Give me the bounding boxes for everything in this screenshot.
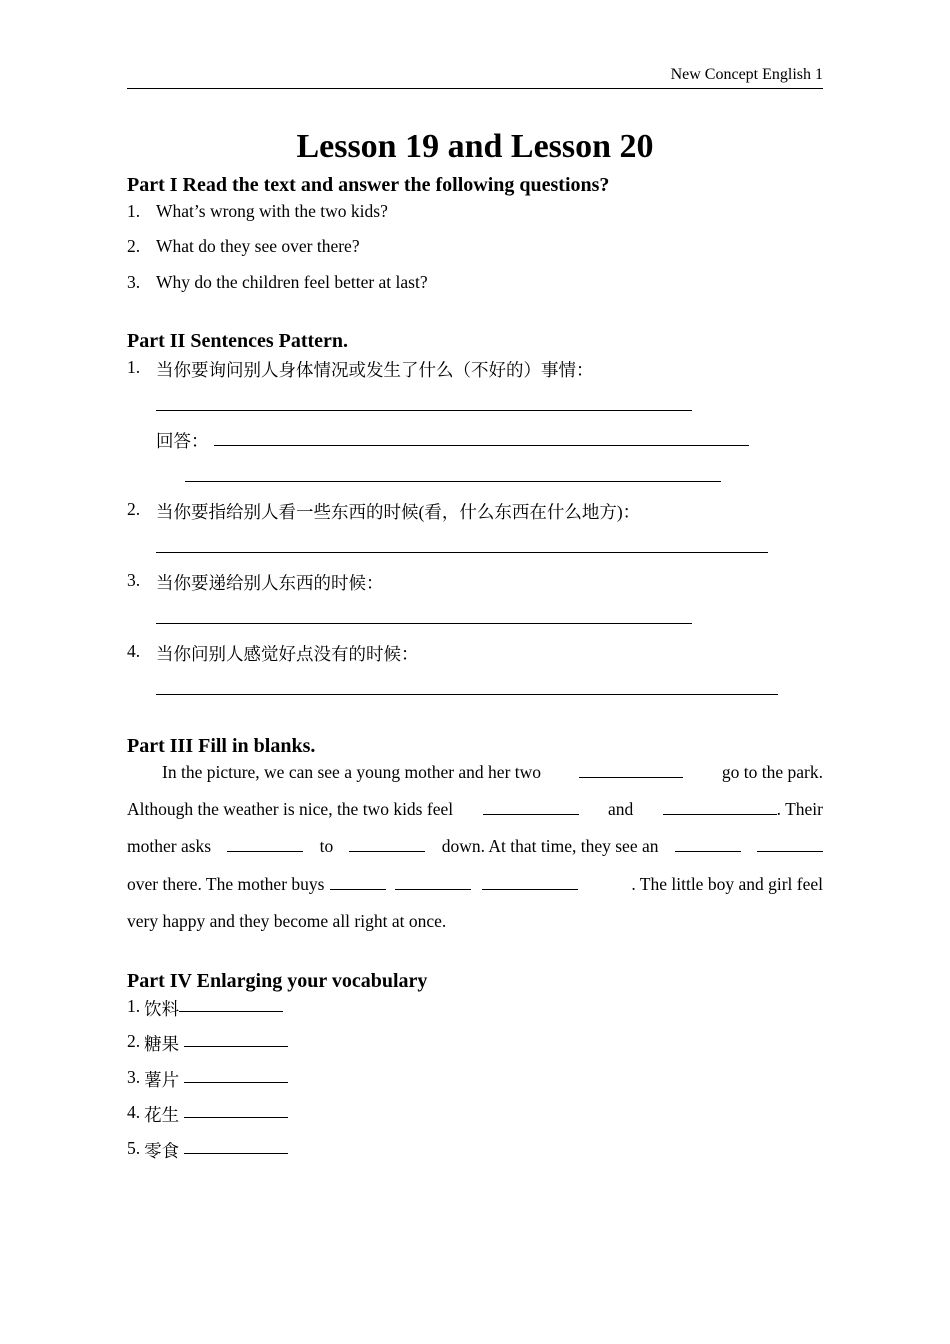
answer-label: 回答： bbox=[156, 431, 209, 451]
vocab-word: 薯片 bbox=[144, 1070, 180, 1090]
part2-heading: Part II Sentences Pattern. bbox=[127, 330, 349, 352]
vocab-word: 糖果 bbox=[144, 1034, 180, 1054]
part2-item4-text: 当你问别人感觉好点没有的时候： bbox=[156, 644, 419, 664]
vocab-number: 2. bbox=[127, 1031, 141, 1051]
para-text: over there. The mother buys bbox=[127, 874, 325, 894]
fill-blank[interactable] bbox=[330, 874, 386, 890]
vocab-item bbox=[127, 996, 283, 1021]
fill-paragraph-line bbox=[127, 799, 823, 820]
vocab-word: 花生 bbox=[144, 1105, 180, 1125]
para-text: . Their bbox=[776, 799, 823, 819]
fill-blank[interactable] bbox=[663, 799, 777, 815]
part3-heading: Part III Fill in blanks. bbox=[127, 735, 316, 757]
page-header bbox=[127, 66, 823, 89]
para-text: and bbox=[607, 799, 634, 819]
fill-blank[interactable] bbox=[395, 874, 471, 890]
para-text: very happy and they become all right at once. bbox=[127, 911, 447, 931]
fill-blank[interactable] bbox=[483, 799, 579, 815]
course-name: New Concept English 1 bbox=[670, 66, 823, 83]
para-text: down. At that time, they see an bbox=[441, 836, 659, 856]
vocab-blank[interactable] bbox=[184, 1067, 288, 1083]
vocab-word: 饮料 bbox=[144, 999, 180, 1019]
part1-q1-number: 1. bbox=[127, 201, 141, 221]
fill-paragraph-line bbox=[127, 836, 823, 857]
vocab-number: 3. bbox=[127, 1067, 141, 1087]
vocab-word: 零食 bbox=[144, 1141, 180, 1161]
answer-line[interactable] bbox=[156, 410, 692, 411]
para-text: mother asks bbox=[127, 836, 212, 856]
fill-blank[interactable] bbox=[757, 836, 823, 852]
part1-q3-text: Why do the children feel better at last? bbox=[156, 272, 428, 292]
part1-q1-text: What’s wrong with the two kids? bbox=[156, 201, 388, 221]
part2-item2-text: 当你要指给别人看一些东西的时候(看，什么东西在什么地方)： bbox=[156, 502, 641, 522]
fill-paragraph-line bbox=[127, 874, 823, 895]
answer-line[interactable] bbox=[156, 552, 768, 553]
para-text: go to the park. bbox=[721, 762, 823, 782]
part2-item4-number: 4. bbox=[127, 641, 141, 661]
fill-blank[interactable] bbox=[349, 836, 425, 852]
vocab-item bbox=[127, 1067, 288, 1092]
vocab-blank[interactable] bbox=[184, 1031, 288, 1047]
fill-blank[interactable] bbox=[579, 762, 683, 778]
part1-q3-number: 3. bbox=[127, 272, 141, 292]
part2-item3-number: 3. bbox=[127, 570, 141, 590]
part2-item2-number: 2. bbox=[127, 499, 141, 519]
part2-item1-number: 1. bbox=[127, 357, 141, 377]
vocab-blank[interactable] bbox=[179, 996, 283, 1012]
answer-line[interactable] bbox=[156, 623, 692, 624]
answer-line[interactable] bbox=[156, 694, 778, 695]
part1-heading: Part I Read the text and answer the following questions? bbox=[127, 174, 610, 196]
vocab-item bbox=[127, 1138, 288, 1163]
fill-paragraph-line bbox=[162, 762, 823, 783]
vocab-number: 1. bbox=[127, 996, 141, 1016]
para-text: Although the weather is nice, the two kids feel bbox=[127, 799, 454, 819]
para-text: In the picture, we can see a young mother and her two bbox=[162, 762, 542, 782]
page-title: Lesson 19 and Lesson 20 bbox=[296, 128, 654, 165]
para-text: to bbox=[319, 836, 334, 856]
para-text: . The little boy and girl feel bbox=[631, 874, 823, 894]
vocab-number: 5. bbox=[127, 1138, 141, 1158]
part4-heading: Part IV Enlarging your vocabulary bbox=[127, 970, 428, 992]
part2-item3-text: 当你要递给别人东西的时候： bbox=[156, 573, 384, 593]
part1-q2-text: What do they see over there? bbox=[156, 236, 360, 256]
vocab-blank[interactable] bbox=[184, 1138, 288, 1154]
part1-q2-number: 2. bbox=[127, 236, 141, 256]
fill-blank[interactable] bbox=[482, 874, 578, 890]
fill-blank[interactable] bbox=[227, 836, 303, 852]
fill-blank[interactable] bbox=[675, 836, 741, 852]
part2-item1-text: 当你要询问别人身体情况或发生了什么（不好的）事情： bbox=[156, 360, 594, 380]
vocab-blank[interactable] bbox=[184, 1102, 288, 1118]
vocab-item bbox=[127, 1031, 288, 1056]
vocab-number: 4. bbox=[127, 1102, 141, 1122]
answer-line[interactable] bbox=[214, 445, 749, 446]
vocab-item bbox=[127, 1102, 288, 1127]
answer-line[interactable] bbox=[185, 481, 721, 482]
